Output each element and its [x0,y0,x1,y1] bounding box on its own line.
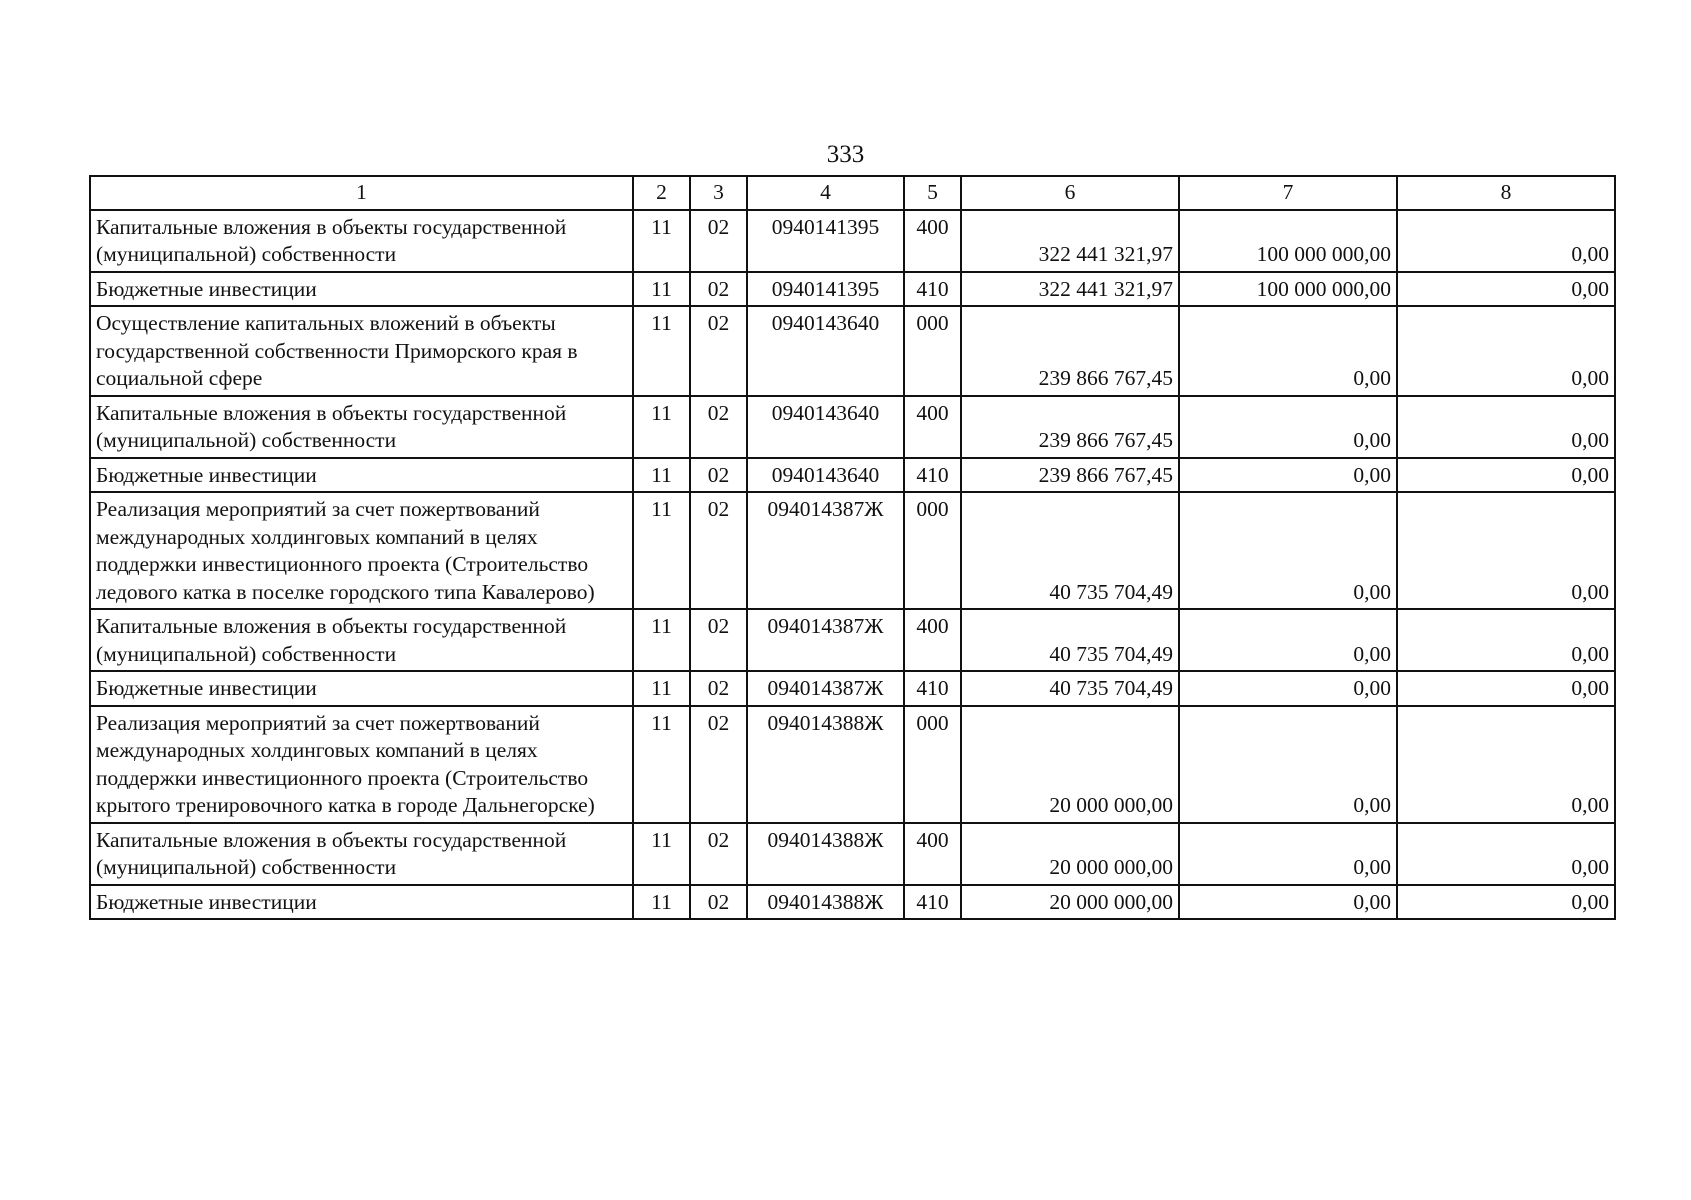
subsection-code: 02 [690,458,747,493]
expense-type-code: 400 [904,210,961,272]
amount-col-6: 239 866 767,45 [961,306,1179,396]
subsection-code: 02 [690,210,747,272]
column-header: 5 [904,176,961,210]
amount-col-7: 0,00 [1179,396,1397,458]
section-code: 11 [633,706,690,823]
section-code: 11 [633,492,690,609]
table-row [90,671,1615,706]
row-description: Реализация мероприятий за счет пожертвований международных холдинговых компаний в целях поддержки инвестиционного проекта (Строительство ледового катка в поселке городского типа Кавалерово) [90,492,633,609]
table-row [90,885,1615,920]
amount-col-6: 40 735 704,49 [961,492,1179,609]
amount-col-7: 0,00 [1179,671,1397,706]
subsection-code: 02 [690,396,747,458]
budget-table [89,175,1616,920]
target-article-code: 094014388Ж [747,823,904,885]
amount-col-6: 40 735 704,49 [961,671,1179,706]
amount-col-6: 20 000 000,00 [961,706,1179,823]
row-description: Капитальные вложения в объекты государственной (муниципальной) собственности [90,823,633,885]
target-article-code: 0940143640 [747,396,904,458]
header-row [90,176,1615,210]
section-code: 11 [633,458,690,493]
section-code: 11 [633,210,690,272]
expense-type-code: 410 [904,885,961,920]
section-code: 11 [633,671,690,706]
table-row [90,396,1615,458]
amount-col-8: 0,00 [1397,885,1615,920]
amount-col-6: 40 735 704,49 [961,609,1179,671]
subsection-code: 02 [690,272,747,307]
section-code: 11 [633,885,690,920]
expense-type-code: 410 [904,671,961,706]
row-description: Бюджетные инвестиции [90,458,633,493]
subsection-code: 02 [690,306,747,396]
amount-col-7: 100 000 000,00 [1179,272,1397,307]
subsection-code: 02 [690,609,747,671]
amount-col-8: 0,00 [1397,706,1615,823]
target-article-code: 094014387Ж [747,492,904,609]
amount-col-6: 20 000 000,00 [961,885,1179,920]
amount-col-7: 0,00 [1179,306,1397,396]
amount-col-8: 0,00 [1397,458,1615,493]
target-article-code: 094014388Ж [747,706,904,823]
column-header: 7 [1179,176,1397,210]
amount-col-8: 0,00 [1397,272,1615,307]
target-article-code: 094014387Ж [747,609,904,671]
target-article-code: 094014388Ж [747,885,904,920]
target-article-code: 0940141395 [747,272,904,307]
expense-type-code: 400 [904,823,961,885]
table-row [90,306,1615,396]
amount-col-8: 0,00 [1397,823,1615,885]
expense-type-code: 400 [904,609,961,671]
table-row [90,272,1615,307]
amount-col-8: 0,00 [1397,492,1615,609]
column-header: 4 [747,176,904,210]
section-code: 11 [633,272,690,307]
table-row [90,706,1615,823]
amount-col-6: 239 866 767,45 [961,458,1179,493]
amount-col-8: 0,00 [1397,306,1615,396]
expense-type-code: 400 [904,396,961,458]
row-description: Капитальные вложения в объекты государственной (муниципальной) собственности [90,210,633,272]
target-article-code: 0940143640 [747,458,904,493]
row-description: Бюджетные инвестиции [90,671,633,706]
amount-col-7: 0,00 [1179,458,1397,493]
table-row [90,823,1615,885]
column-header: 6 [961,176,1179,210]
amount-col-7: 0,00 [1179,823,1397,885]
section-code: 11 [633,306,690,396]
row-description: Осуществление капитальных вложений в объекты государственной собственности Приморского края в социальной сфере [90,306,633,396]
expense-type-code: 410 [904,272,961,307]
amount-col-8: 0,00 [1397,609,1615,671]
table-row [90,458,1615,493]
amount-col-7: 0,00 [1179,609,1397,671]
page-number: 333 [826,141,865,168]
amount-col-6: 239 866 767,45 [961,396,1179,458]
amount-col-8: 0,00 [1397,671,1615,706]
table-row [90,210,1615,272]
amount-col-6: 20 000 000,00 [961,823,1179,885]
subsection-code: 02 [690,671,747,706]
expense-type-code: 000 [904,492,961,609]
target-article-code: 0940143640 [747,306,904,396]
row-description: Бюджетные инвестиции [90,885,633,920]
column-header: 8 [1397,176,1615,210]
row-description: Капитальные вложения в объекты государственной (муниципальной) собственности [90,609,633,671]
subsection-code: 02 [690,706,747,823]
subsection-code: 02 [690,492,747,609]
subsection-code: 02 [690,885,747,920]
amount-col-6: 322 441 321,97 [961,272,1179,307]
section-code: 11 [633,396,690,458]
subsection-code: 02 [690,823,747,885]
column-header: 1 [90,176,633,210]
target-article-code: 0940141395 [747,210,904,272]
row-description: Реализация мероприятий за счет пожертвований международных холдинговых компаний в целях поддержки инвестиционного проекта (Строительство крытого тренировочного катка в городе Дальнегорске) [90,706,633,823]
expense-type-code: 410 [904,458,961,493]
column-header: 2 [633,176,690,210]
amount-col-7: 0,00 [1179,706,1397,823]
column-header: 3 [690,176,747,210]
amount-col-8: 0,00 [1397,396,1615,458]
expense-type-code: 000 [904,306,961,396]
amount-col-7: 0,00 [1179,885,1397,920]
expense-type-code: 000 [904,706,961,823]
target-article-code: 094014387Ж [747,671,904,706]
row-description: Капитальные вложения в объекты государственной (муниципальной) собственности [90,396,633,458]
table-row [90,609,1615,671]
amount-col-7: 0,00 [1179,492,1397,609]
amount-col-6: 322 441 321,97 [961,210,1179,272]
amount-col-8: 0,00 [1397,210,1615,272]
amount-col-7: 100 000 000,00 [1179,210,1397,272]
row-description: Бюджетные инвестиции [90,272,633,307]
table-row [90,492,1615,609]
section-code: 11 [633,609,690,671]
section-code: 11 [633,823,690,885]
